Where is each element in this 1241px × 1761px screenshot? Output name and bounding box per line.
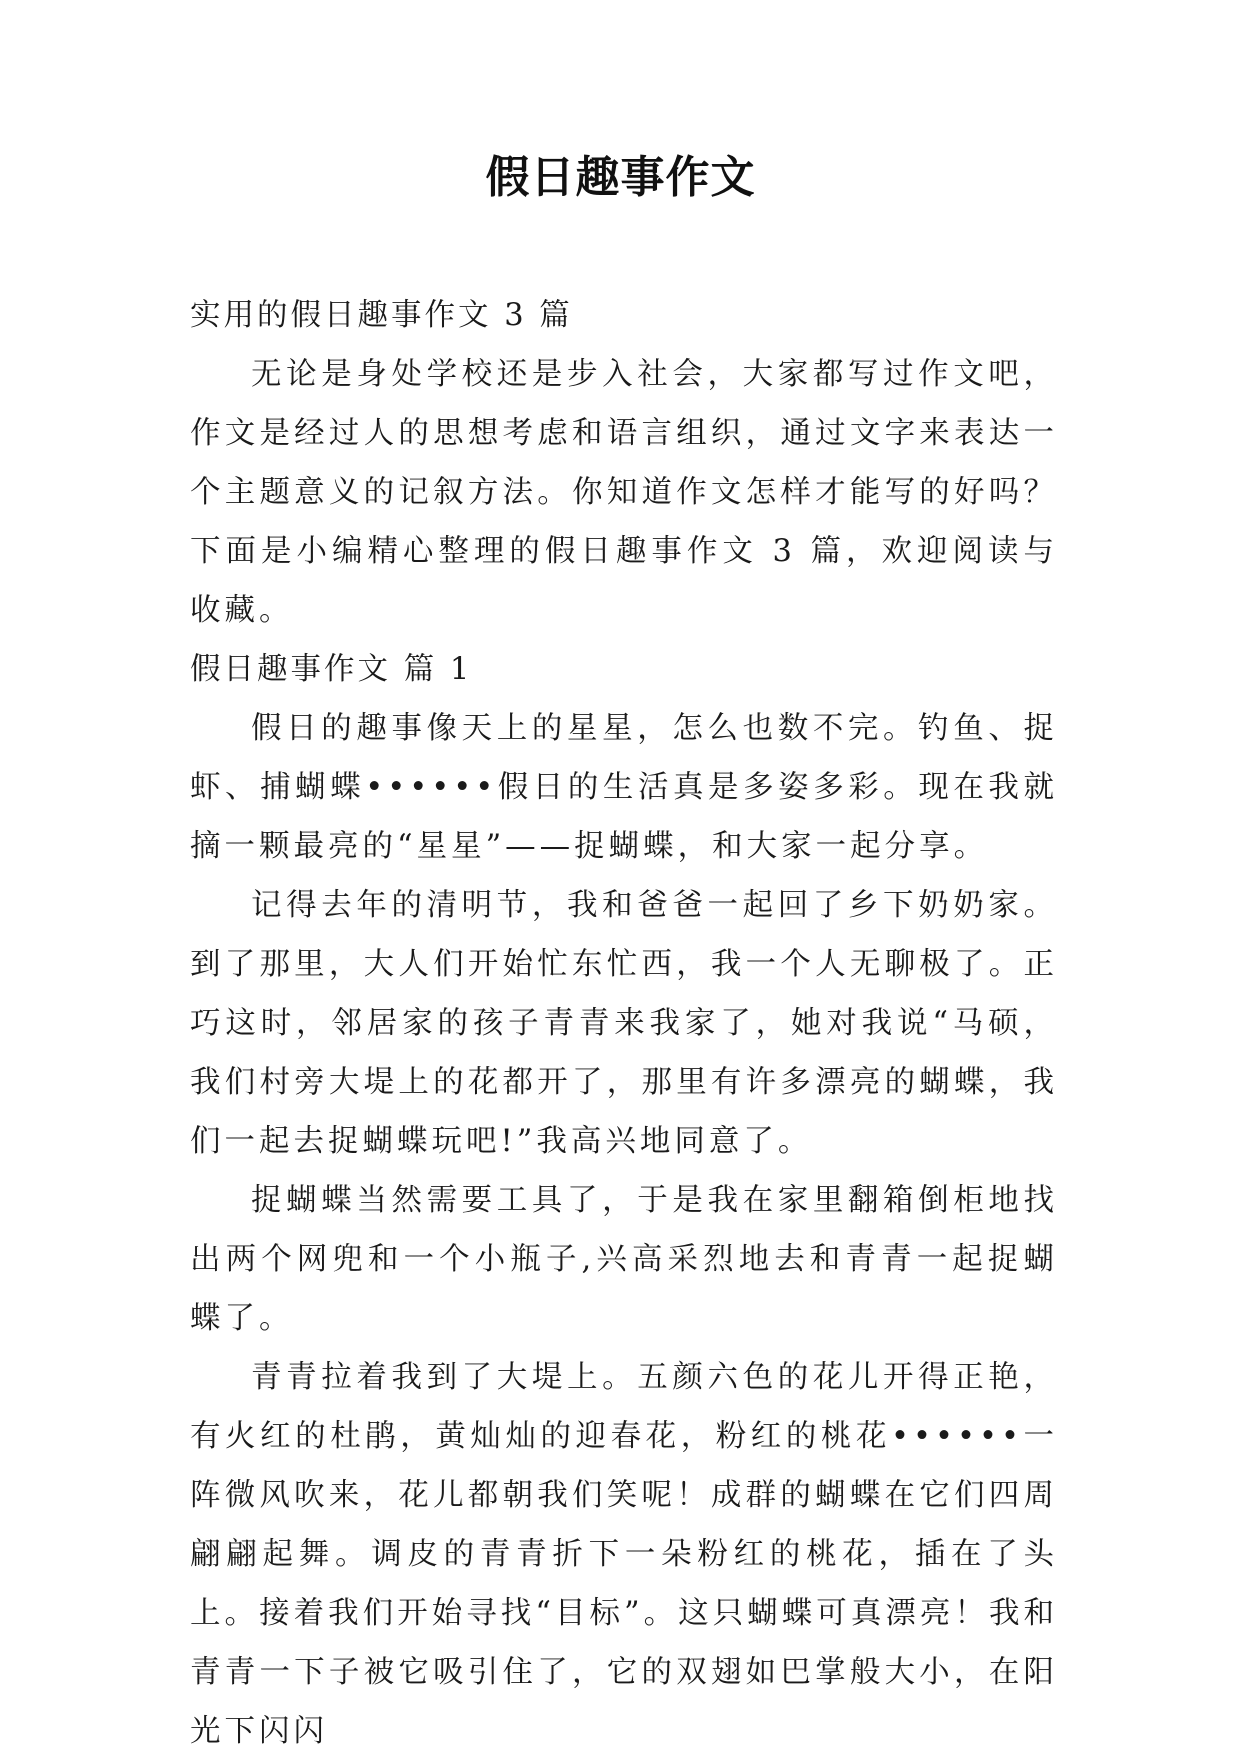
section-heading: 假日趣事作文 篇 1 xyxy=(190,652,473,687)
intro-heading: 实用的假日趣事作文 3 篇 xyxy=(190,298,573,333)
body-paragraph: 记得去年的清明节，我和爸爸一起回了乡下奶奶家。到了那里，大人们开始忙东忙西，我一个人无聊极了。正巧这时，邻居家的孩子青青来我家了，她对我说“马硕，我们村旁大堤上的花都开了，那里有许多漂亮的蝴蝶，我们一起去捉蝴蝶玩吧!”我高兴地同意了。 xyxy=(190,888,1058,1159)
body-paragraph: 捉蝴蝶当然需要工具了，于是我在家里翻箱倒柜地找出两个网兜和一个小瓶子,兴高采烈地去和青青一起捉蝴蝶了。 xyxy=(190,1183,1058,1336)
intro-paragraph: 无论是身处学校还是步入社会，大家都写过作文吧，作文是经过人的思想考虑和语言组织，通过文字来表达一个主题意义的记叙方法。你知道作文怎样才能写的好吗？下面是小编精心整理的假日趣事作文 3 篇，欢迎阅读与收藏。 xyxy=(190,357,1058,628)
body-paragraph: 青青拉着我到了大堤上。五颜六色的花儿开得正艳，有火红的杜鹃，黄灿灿的迎春花，粉红的桃花••••••一阵微风吹来，花儿都朝我们笑呢！成群的蝴蝶在它们四周翩翩起舞。调皮的青青折下一朵粉红的桃花，插在了头上。接着我们开始寻找“目标”。这只蝴蝶可真漂亮！我和青青一下子被它吸引住了，它的双翅如巴掌般大小，在阳光下闪闪 xyxy=(190,1360,1058,1749)
document-title: 假日趣事作文 xyxy=(485,152,756,203)
body-paragraph: 假日的趣事像天上的星星，怎么也数不完。钓鱼、捉虾、捕蝴蝶••••••假日的生活真是多姿多彩。现在我就摘一颗最亮的“星星”——捉蝴蝶，和大家一起分享。 xyxy=(190,711,1058,864)
document-body xyxy=(190,286,1058,1761)
